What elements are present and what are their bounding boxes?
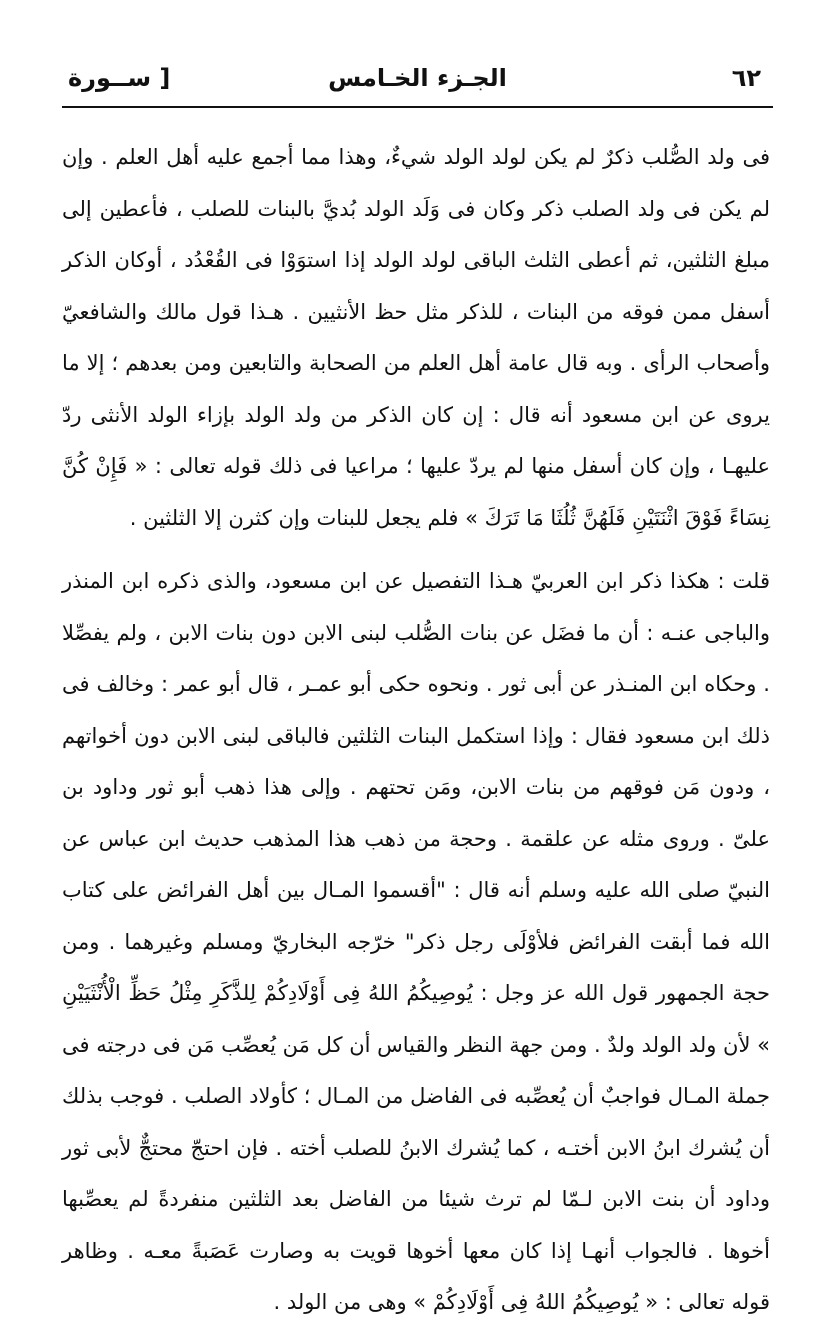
paragraph: فى ولد الصُّلب ذكرٌ لم يكن لولد الولد شيءٌ، وهذا مما أجمع عليه أهل العلم . وإن لم يكن فى ولد الصلب ذكر وكان فى وَلَد الولد بُديَّ بالبنات للصلب ، فأعطين إلى مبلغ الثلثين، ثم أعطى الثلث الباقى لولد الولد إذا استوَوْا فى القُعْدُد ، أوكان الذكر أسفل ممن فوقه من البنات ، للذكر مثل حظ الأنثيين . هـذا قول مالك والشافعيّ وأصحاب الرأى . وبه قال عامة أهل العلم من الصحابة والتابعين ومن بعدهم ؛ إلا ما يروى عن ابن مسعود أنه قال : إن كان الذكر من ولد الولد بإزاء الولد الأنثى ردّ عليهـا ، وإن كان أسفل منها لم يردّ عليها ؛ مراعيا فى ذلك قوله تعالى : « فَإِنْ كُنَّ نِسَاءً فَوْقَ اثْنَتَيْنِ فَلَهُنَّ ثُلُثَا مَا تَرَكَ » فلم يجعل للبنات وإن كثرن إلا الثلثين . [62,145,770,530]
page-number: ٦٢ [731,64,761,92]
header-divider [62,106,773,108]
surah-label: [ ســورة [68,64,171,92]
paragraph: قلت : هكذا ذكر ابن العربيّ هـذا التفصيل عن ابن مسعود، والذى ذكره ابن المنذر والباجى عنـه : أن ما فضَل عن بنات الصُّلب لبنى الابن دون بنات الابن ، ولم يفصِّلا . وحكاه ابن المنـذر عن أبى ثور . ونحوه حكى أبو عمـر ، قال أبو عمر : وخالف فى ذلك ابن مسعود فقال : وإذا استكمل البنات الثلثين فالباقى لبنى الابن دون أخواتهم ، ودون مَن فوقهم من بنات الابن، ومَن تحتهم . وإلى هذا ذهب أبو ثور وداود بن علىّ . وروى مثله عن علقمة . وحجة من ذهب هذا المذهب حديث ابن عباس عن النبيّ صلى الله عليه وسلم أنه قال : "أقسموا المـال بين أهل الفرائض على كتاب الله فما أبقت الفرائض فلأوْلَى رجل ذكر" خرّجه البخاريّ ومسلم وغيرهما . ومن حجة الجمهور قول الله عز وجل : يُوصِيكُمُ اللهُ فِى أَوْلَادِكُمْ لِلذَّكَرِ مِثْلُ حَظِّ الْأُنْثَيَيْنِ » لأن ولد الولد ولدٌ . ومن جهة النظر والقياس أن كل مَن يُعصِّب مَن فى درجته فى جملة المـال فواجبٌ أن يُعصِّبه فى الفاضل من المـال ؛ كأولاد الصلب . فوجب بذلك أن يُشرك ابنُ الابن أختـه ، كما يُشرك الابنُ للصلب أخته . فإن احتجّ محتجٌّ لأبى ثور وداود أن بنت الابن لـمّا لم ترث شيئا من الفاضل بعد الثلثين منفردةً لم يعصِّبها أخوها . فالجواب أنهـا إذا كان معها أخوها قويت به وصارت عَصَبةً معـه . وظاهر قوله تعالى : « يُوصِيكُمُ اللهُ فِى أَوْلَادِكُمْ » وهى من الولد . [62,569,770,1314]
running-title: الجـزء الخـامس [328,64,507,92]
page-header [62,56,773,100]
page-body [62,132,770,1329]
